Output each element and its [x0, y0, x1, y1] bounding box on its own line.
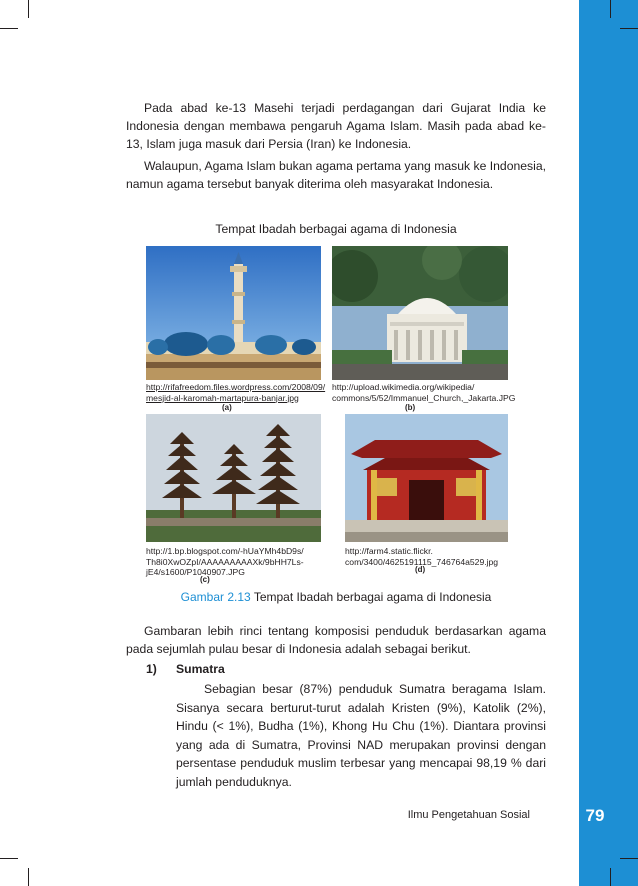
paragraph-islam-arrival: Pada abad ke-13 Masehi terjadi perdagangan dari Gujarat India ke Indonesia dengan membawa pengaruh Agama Islam. Masih pada abad ke-13, Islam juga masuk dari Persia (Iran) ke Indonesia.	[126, 101, 546, 151]
crop-mark	[0, 28, 18, 29]
photo-source-d: http://farm4.static.flickr. com/3400/4625191115_746764a529.jpg	[345, 546, 499, 567]
crop-mark	[28, 868, 29, 886]
photo-label-d: (d)	[415, 565, 426, 574]
crop-mark	[620, 858, 638, 859]
photo-label-c: (c)	[200, 575, 210, 584]
photo-church	[332, 246, 508, 380]
list-item-number: 1)	[146, 662, 157, 676]
crop-mark	[610, 0, 611, 18]
list-item-body: Sebagian besar (87%) penduduk Sumatra beragama Islam. Sisanya secara berturut-turut adalah Kristen (9%), Katolik (2%), Hindu (< 1%), Budha (1%), Khong Hu Chu (1%). Diantara provinsi yang ada di Sumatra, Provinsi NAD merupakan provinsi dengan persentase penduduk muslim terbesar yang mencapai 98,19 % dari jumlah penduduknya.	[176, 682, 546, 789]
photo-label-b: (b)	[405, 403, 416, 412]
paragraph-composition: Gambaran lebih rinci tentang komposisi penduduk berdasarkan agama pada sejumlah pulau besar di Indonesia adalah sebagai berikut.	[126, 624, 546, 656]
page-side-bar	[579, 0, 638, 886]
crop-mark	[610, 868, 611, 886]
figure-heading: Tempat Ibadah berbagai agama di Indonesia	[215, 222, 457, 236]
figure-caption: Gambar 2.13 Tempat Ibadah berbagai agama di Indonesia	[180, 590, 492, 604]
paragraph-islam-accepted: Walaupun, Agama Islam bukan agama pertama yang masuk ke Indonesia, namun agama tersebut banyak diterima oleh masyarakat Indonesia.	[126, 159, 546, 191]
photo-source-c: http://1.bp.blogspot.com/-hUaYMh4bD9s/ Th8i0XwOZpI/AAAAAAAAAXk/9bHH7Ls- jE4/s1600/P1040907.JPG	[146, 546, 304, 577]
photo-mosque	[146, 246, 321, 380]
list-item-title: Sumatra	[176, 662, 225, 676]
figure-number: Gambar 2.13	[180, 590, 251, 604]
photo-source-a: http://rifafreedom.files.wordpress.com/2008/09/ mesjid-al-karomah-martapura-banjar.jpg	[146, 382, 326, 403]
footer-book-title: Ilmu Pengetahuan Sosial	[407, 809, 530, 821]
photo-label-a: (a)	[222, 403, 232, 412]
photo-source-b: http://upload.wikimedia.org/wikipedia/ commons/5/52/Immanuel_Church,_Jakarta.JPG	[332, 382, 516, 403]
crop-mark	[28, 0, 29, 18]
page-number: 79	[585, 806, 605, 825]
photo-pura-temple	[146, 414, 321, 542]
photo-chinese-temple	[345, 414, 508, 542]
crop-mark	[0, 858, 18, 859]
crop-mark	[620, 28, 638, 29]
